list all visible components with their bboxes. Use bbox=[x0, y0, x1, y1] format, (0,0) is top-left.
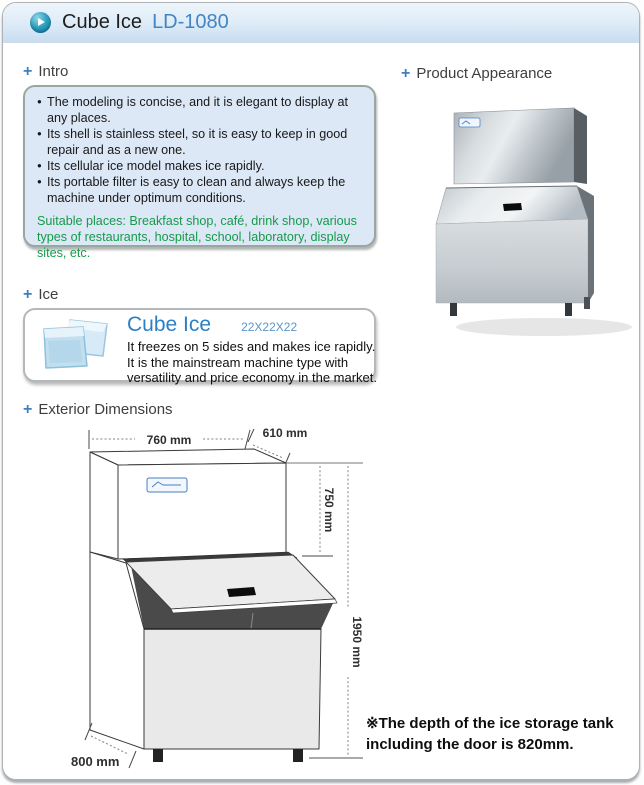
product-appearance-heading bbox=[401, 65, 552, 83]
intro-bullet-list bbox=[37, 95, 366, 207]
bin-front-face bbox=[144, 629, 321, 749]
ice-text-block bbox=[127, 310, 381, 386]
ice-cube-size: 22X22X22 bbox=[241, 320, 298, 334]
leg bbox=[584, 297, 590, 309]
cabinet-side bbox=[574, 108, 587, 184]
floor-shadow bbox=[456, 318, 632, 336]
door-handle bbox=[503, 203, 522, 211]
plus-icon: + bbox=[23, 286, 33, 303]
dimensions-heading-label: Exterior Dimensions bbox=[38, 401, 173, 418]
cabinet-front-face bbox=[118, 463, 286, 559]
plus-icon: + bbox=[23, 401, 33, 418]
intro-bullet: ● Its cellular ice model makes ice rapidly. bbox=[37, 159, 366, 175]
dim-total-height-label: 1950 mm bbox=[350, 616, 364, 668]
page-title: Cube Ice bbox=[62, 11, 143, 33]
intro-heading-label: Intro bbox=[38, 63, 69, 80]
ice-heading-label: Ice bbox=[38, 286, 59, 303]
ice-type-name: Cube Ice bbox=[127, 313, 212, 336]
plus-icon: + bbox=[23, 63, 33, 80]
dim-upper-height-label: 750 mm bbox=[322, 487, 336, 533]
ice-cube-icon-wrap bbox=[25, 310, 127, 380]
play-icon bbox=[38, 18, 45, 26]
plus-icon: + bbox=[401, 65, 411, 82]
ice-heading bbox=[23, 286, 58, 304]
brand-badge bbox=[459, 118, 480, 127]
leg bbox=[450, 303, 457, 316]
dimension-drawing-shapes bbox=[71, 426, 364, 769]
model-number: LD-1080 bbox=[152, 11, 229, 33]
ice-box bbox=[23, 308, 377, 386]
header-bar bbox=[3, 3, 639, 43]
header-bullet-icon bbox=[30, 12, 51, 33]
ice-description: It freezes on 5 sides and makes ice rapidly. It is the mainstream machine type with versatility and price economy in the market. bbox=[127, 339, 377, 386]
intro-heading bbox=[23, 63, 68, 81]
dim-top-width-label: 760 mm bbox=[146, 433, 192, 447]
cabinet-top-face bbox=[90, 449, 286, 465]
dim-tick bbox=[85, 723, 92, 740]
intro-bullet: ● Its portable filter is easy to clean and always keep the machine under optimum conditions. bbox=[37, 175, 366, 207]
leg bbox=[565, 303, 572, 316]
leg bbox=[293, 749, 303, 762]
ice-cube-icon bbox=[36, 317, 116, 373]
cabinet-left-face bbox=[90, 452, 118, 559]
intro-bullet: ● Its shell is stainless steel, so it is easy to keep in good repair and as a new one. bbox=[37, 127, 366, 159]
bin-front bbox=[436, 219, 588, 303]
leg bbox=[153, 749, 163, 762]
dim-bottom-width-label: 800 mm bbox=[71, 754, 120, 769]
dimensions-heading bbox=[23, 401, 173, 419]
product-appearance-heading-label: Product Appearance bbox=[416, 65, 553, 82]
dim-top-depth-label: 610 mm bbox=[262, 426, 308, 440]
machine-photo-shapes bbox=[436, 108, 632, 336]
product-photo bbox=[424, 97, 636, 341]
note-text: ※The depth of the ice storage tank including the door is 820mm. bbox=[366, 715, 614, 754]
intro-box bbox=[23, 85, 376, 260]
dim-tick bbox=[129, 751, 136, 768]
page-card bbox=[2, 2, 640, 780]
suitable-places-text: Suitable places: Breakfast shop, café, drink shop, various types of restaurants, hospital, school, laboratory, display sites, etc. bbox=[37, 213, 357, 260]
intro-bullet: ● The modeling is concise, and it is elegant to display at any places. bbox=[37, 95, 366, 127]
